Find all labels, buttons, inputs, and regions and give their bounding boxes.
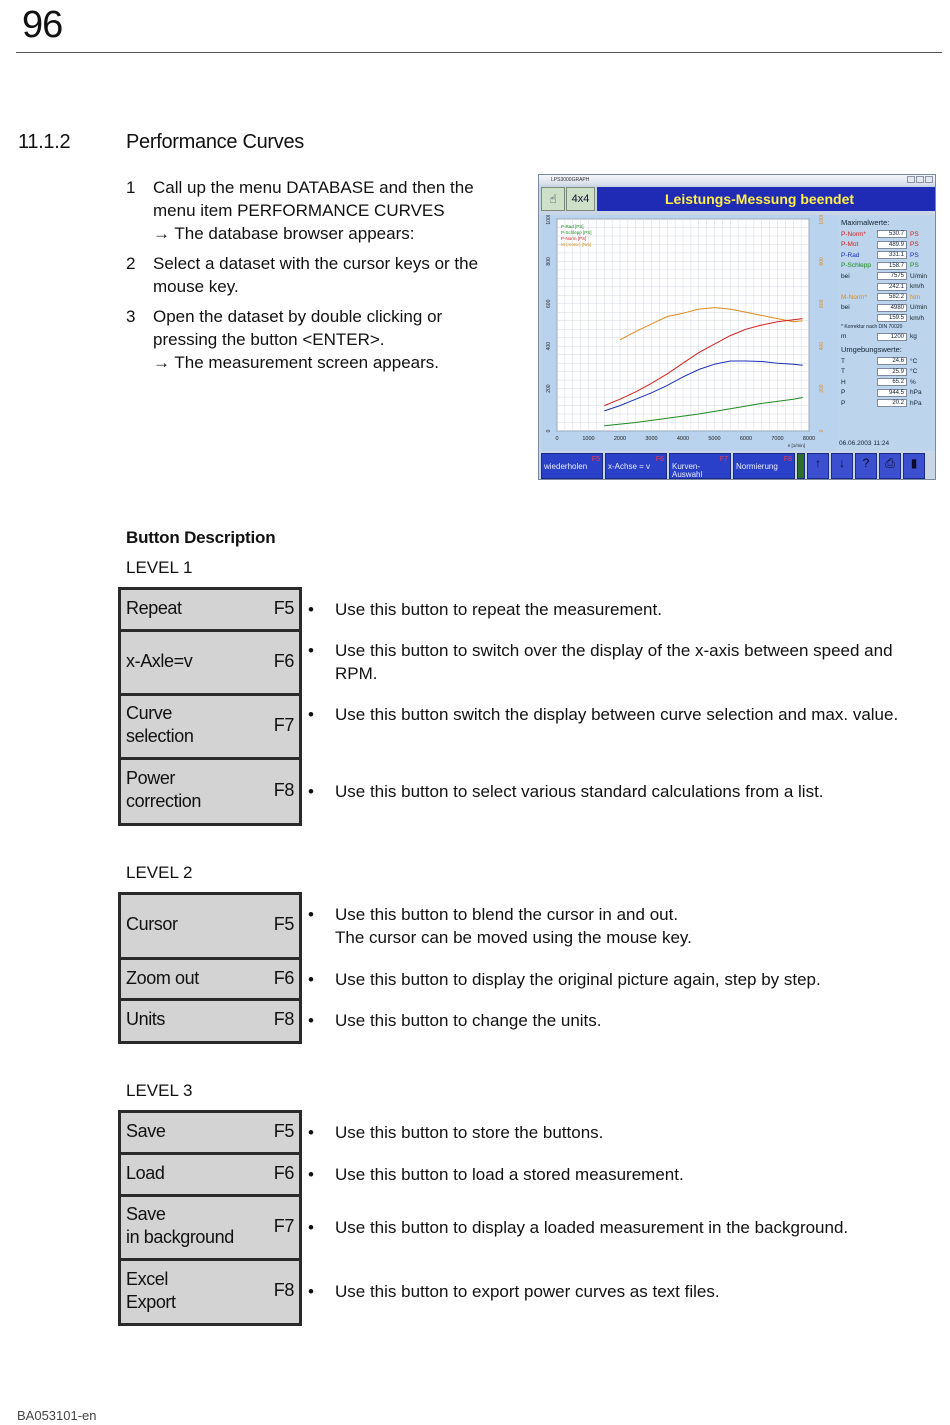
- window-controls: [907, 176, 933, 183]
- bullet: •: [308, 904, 314, 924]
- param-unit: °C: [910, 368, 918, 376]
- minimize-icon[interactable]: [907, 176, 915, 183]
- close-icon[interactable]: [925, 176, 933, 183]
- hand-icon[interactable]: ☝: [541, 187, 565, 211]
- key-fn: F7: [273, 714, 294, 735]
- description-text: Use this button to display a loaded measurement in the background.: [335, 1217, 849, 1237]
- key-description: [306, 1280, 936, 1303]
- key-name: Export: [126, 1291, 176, 1312]
- description-text: Use this button to repeat the measurement.: [335, 599, 662, 619]
- description-text-2: The cursor can be moved using the mouse key.: [335, 927, 692, 947]
- maximize-icon[interactable]: [916, 176, 924, 183]
- max-values-header: Maximalwerte:: [841, 218, 890, 227]
- key-description: [306, 780, 936, 803]
- button-row: [118, 629, 938, 693]
- function-key-f6: [118, 957, 302, 1002]
- button-row: [118, 1152, 938, 1194]
- bullet: •: [308, 1011, 314, 1030]
- env-value-row: [837, 377, 935, 388]
- bullet: •: [308, 641, 314, 660]
- bullet: •: [308, 1122, 314, 1142]
- description-text: Use this button to switch over the display of the x-axis between speed and RPM.: [335, 641, 893, 683]
- key-fn: F7: [273, 1215, 294, 1236]
- legend-entry: M (motor) [Nm]: [561, 242, 592, 247]
- x-tick-label: 6000: [739, 436, 753, 442]
- step-line: → The database browser appears:: [153, 224, 415, 243]
- param-unit: hPa: [910, 389, 922, 397]
- param-unit: km/h: [910, 283, 925, 291]
- key-fn: F5: [273, 597, 294, 618]
- param-label: m: [841, 333, 847, 341]
- step-line: mouse key.: [153, 277, 239, 296]
- button-description-title: Button Description: [126, 528, 276, 547]
- right-tick-label: 400: [819, 342, 825, 351]
- bullet: •: [308, 969, 314, 989]
- step-line: Select a dataset with the cursor keys or the: [153, 254, 479, 273]
- key-description: [306, 639, 936, 685]
- description-text: Use this button to display the original picture again, step by step.: [335, 969, 821, 989]
- steps-list: [126, 176, 526, 381]
- key-fn: F8: [273, 1280, 294, 1300]
- key-name: in background: [126, 1227, 234, 1247]
- y-tick-label: 200: [546, 384, 552, 393]
- param-label: H: [841, 378, 846, 386]
- max-value-row: [837, 240, 935, 251]
- key-name: Power: [126, 768, 176, 788]
- key-description: [306, 1121, 936, 1144]
- fkey-label: Kurven- Auswahl: [672, 462, 703, 479]
- key-fn: F5: [273, 1120, 294, 1141]
- button-row: [118, 1258, 938, 1323]
- param-value: 24.6: [877, 357, 907, 365]
- max-values-panel: [837, 215, 935, 451]
- fkey-f7-button[interactable]: [669, 453, 731, 479]
- button-row: [118, 587, 938, 629]
- header-rule: [16, 52, 942, 53]
- step-line: → The measurement screen appears.: [153, 353, 439, 372]
- key-name: Curve: [126, 703, 173, 723]
- x-tick-label: 2000: [613, 436, 627, 442]
- param-label: M-Norm*: [841, 293, 867, 301]
- env-value-row: [837, 367, 935, 378]
- status-led: [797, 453, 805, 479]
- key-name: Zoom out: [126, 967, 199, 988]
- description-text: Use this button switch the display between curve selection and max. value.: [335, 705, 899, 724]
- window-title: LPS3000GRAPH: [551, 177, 590, 183]
- param-label: P-Schlepp: [841, 262, 871, 270]
- key-description: [306, 903, 936, 949]
- param-value: 582.2: [877, 293, 907, 301]
- param-value: 242.1: [877, 283, 907, 291]
- exit-icon[interactable]: ▮: [903, 453, 925, 479]
- section-title: Performance Curves: [126, 131, 304, 153]
- step-line: Call up the menu DATABASE and then the: [153, 178, 474, 197]
- performance-chart: [541, 215, 837, 451]
- param-unit: PS: [910, 251, 919, 259]
- key-description: [306, 1009, 936, 1032]
- button-row: [118, 1110, 938, 1152]
- legend-entry: P-Schlepp [PS]: [561, 230, 592, 235]
- step-line: pressing the button <ENTER>.: [153, 330, 385, 349]
- status-banner: Leistungs-Messung beendet: [597, 187, 935, 211]
- section-number: 11.1.2: [18, 131, 71, 153]
- param-unit: hPa: [910, 399, 922, 407]
- y-tick-label: 600: [546, 299, 552, 308]
- param-unit: Nm: [910, 293, 921, 301]
- step-text: [153, 176, 474, 245]
- bullet: •: [308, 599, 314, 619]
- fkey-label: wiederholen: [544, 462, 588, 471]
- performance-chart-svg: [541, 215, 837, 451]
- x-tick-label: 8000: [802, 436, 816, 442]
- fkey-f5-button[interactable]: [541, 453, 603, 479]
- page-number: 96: [22, 4, 63, 46]
- document-code: BA053101-en: [17, 1408, 97, 1423]
- step-text: [153, 252, 478, 298]
- param-value: 7575: [877, 272, 907, 280]
- fkey-number: F6: [655, 456, 664, 463]
- help-icon[interactable]: ?: [855, 453, 877, 479]
- max-value-row: [837, 303, 935, 314]
- max-value-row: [837, 282, 935, 293]
- key-description: [306, 968, 936, 991]
- param-unit: PS: [910, 230, 919, 238]
- param-label: P-Mot: [841, 241, 859, 249]
- fkey-f8-button[interactable]: [733, 453, 795, 479]
- fkey-number: F5: [591, 456, 600, 463]
- param-unit: PS: [910, 241, 919, 249]
- legend-entry: P-Rad [PS]: [561, 224, 584, 229]
- param-unit: km/h: [910, 314, 925, 322]
- env-value-row: [837, 388, 935, 399]
- max-value-row: [837, 250, 935, 261]
- function-key-f5: [118, 1110, 302, 1155]
- y-tick-label: 800: [546, 257, 552, 266]
- param-label: T: [841, 368, 845, 376]
- param-label: P-Rad: [841, 251, 860, 259]
- env-value-row: [837, 398, 935, 409]
- max-value-row: [837, 229, 935, 240]
- param-unit: %: [910, 378, 916, 386]
- right-tick-label: 200: [819, 384, 825, 393]
- param-value: 20.2: [877, 399, 907, 407]
- bullet: •: [308, 1217, 314, 1237]
- max-value-row: [837, 271, 935, 282]
- param-label: T: [841, 357, 845, 365]
- key-fn: F5: [273, 914, 294, 934]
- button-row: [118, 892, 938, 957]
- button-row: [118, 998, 938, 1041]
- button-row: [118, 693, 938, 757]
- print-icon[interactable]: ⎙: [879, 453, 901, 479]
- key-fn: F8: [273, 779, 294, 800]
- x-tick-label: 5000: [708, 436, 721, 442]
- env-values-header: Umgebungswerte:: [841, 345, 902, 354]
- param-unit: U/min: [910, 304, 927, 312]
- function-key-f7: [118, 1194, 302, 1261]
- bullet: •: [308, 1164, 314, 1184]
- max-value-row: [837, 292, 935, 303]
- key-name: Repeat: [126, 597, 182, 618]
- arrow-down-icon[interactable]: ↓: [831, 453, 853, 479]
- param-value: 158.7: [877, 262, 907, 270]
- key-name: Units: [126, 1009, 166, 1029]
- key-description: [306, 703, 936, 726]
- step-item: [126, 176, 526, 245]
- step-item: [126, 305, 526, 374]
- fkey-number: F8: [783, 456, 792, 463]
- key-name: Save: [126, 1120, 166, 1141]
- key-fn: F8: [273, 1009, 294, 1029]
- fkey-f6-button[interactable]: [605, 453, 667, 479]
- step-number: 2: [126, 254, 136, 273]
- param-value: 1200: [877, 333, 907, 341]
- param-label: P-Norm*: [841, 230, 866, 238]
- function-key-f8: [118, 1258, 302, 1326]
- function-key-f7: [118, 693, 302, 760]
- key-fn: F6: [273, 967, 294, 988]
- fkey-label: x-Achse = v: [608, 462, 651, 471]
- key-description: [306, 1163, 936, 1186]
- right-tick-label: 600: [819, 299, 825, 308]
- key-description: [306, 1216, 936, 1239]
- env-value-row: [837, 356, 935, 367]
- step-text: [153, 305, 442, 374]
- mass-row: [837, 332, 935, 343]
- x-tick-label: 0: [555, 436, 559, 442]
- description-text: Use this button to store the buttons.: [335, 1122, 604, 1142]
- bullet: •: [308, 1282, 314, 1301]
- legend-entry: P-Norm [PS]: [561, 236, 587, 241]
- level-title: LEVEL 2: [126, 863, 193, 882]
- step-line: Open the dataset by double clicking or: [153, 307, 443, 326]
- key-name: Load: [126, 1162, 165, 1183]
- key-fn: F6: [273, 650, 294, 671]
- x-tick-label: 7000: [771, 436, 784, 442]
- key-name: Cursor: [126, 914, 178, 934]
- param-value: 65.2: [877, 378, 907, 386]
- max-value-row: [837, 261, 935, 272]
- function-key-f8: [118, 998, 302, 1044]
- right-tick-label: 800: [819, 257, 825, 266]
- param-value: 159.5: [877, 314, 907, 322]
- step-item: [126, 252, 526, 298]
- x-tick-label: 1000: [582, 436, 595, 442]
- bullet: •: [308, 705, 314, 724]
- key-fn: F6: [273, 1162, 294, 1183]
- y-tick-label: 400: [546, 342, 552, 351]
- key-description: [306, 598, 936, 621]
- step-number: 1: [126, 178, 136, 197]
- key-name: Excel: [126, 1268, 169, 1289]
- bullet: •: [308, 781, 314, 801]
- x-tick-label: 3000: [645, 436, 658, 442]
- param-unit: °C: [910, 357, 918, 365]
- param-value: 331.1: [877, 251, 907, 259]
- param-value: 489.9: [877, 241, 907, 249]
- param-value: 530.7: [877, 230, 907, 238]
- function-key-f5: [118, 892, 302, 960]
- param-label: bei: [841, 304, 850, 312]
- window-titlebar: [539, 175, 935, 185]
- description-text: Use this button to load a stored measurement.: [335, 1164, 684, 1184]
- fkey-label: Normierung: [736, 462, 778, 471]
- button-row: [118, 1194, 938, 1258]
- key-name: correction: [126, 791, 202, 811]
- function-key-f8: [118, 757, 302, 826]
- mode-4x4-button[interactable]: 4x4: [566, 187, 595, 211]
- step-number: 3: [126, 307, 136, 326]
- fkey-number: F7: [719, 456, 728, 463]
- measurement-screenshot: [538, 174, 936, 480]
- key-name: x-Axle=v: [126, 650, 193, 671]
- description-text: Use this button to select various standard calculations from a list.: [335, 781, 824, 801]
- level-title: LEVEL 3: [126, 1081, 193, 1100]
- function-key-f5: [118, 587, 302, 632]
- param-label: P: [841, 399, 846, 407]
- max-value-row: [837, 313, 935, 324]
- function-key-bar: [541, 453, 935, 479]
- right-tick-label: 0: [819, 429, 825, 433]
- step-line: menu item PERFORMANCE CURVES: [153, 201, 445, 220]
- x-unit-label: n [1/min]: [787, 443, 805, 448]
- param-unit: U/min: [910, 272, 927, 280]
- function-key-f6: [118, 629, 302, 696]
- x-tick-label: 4000: [676, 436, 690, 442]
- description-text: Use this button to export power curves as text files.: [335, 1282, 720, 1301]
- description-text: Use this button to change the units.: [335, 1011, 602, 1030]
- param-label: bei: [841, 272, 850, 280]
- param-unit: kg: [910, 333, 917, 341]
- y-tick-label: 0: [546, 429, 552, 433]
- norm-note: * Korrektur nach DIN 70020: [841, 323, 903, 330]
- param-label: P: [841, 389, 846, 397]
- y-tick-label: 1000: [546, 215, 552, 225]
- param-unit: PS: [910, 262, 919, 270]
- param-value: 25.9: [877, 368, 907, 376]
- arrow-up-icon[interactable]: ↑: [807, 453, 829, 479]
- key-name: selection: [126, 726, 194, 746]
- level-title: LEVEL 1: [126, 558, 193, 577]
- function-key-f6: [118, 1152, 302, 1197]
- description-text: Use this button to blend the cursor in and out.: [335, 904, 679, 924]
- right-tick-label: 1000: [819, 215, 825, 225]
- param-value: 944.5: [877, 389, 907, 397]
- key-name: Save: [126, 1204, 166, 1224]
- param-value: 4980: [877, 304, 907, 312]
- button-row: [118, 757, 938, 823]
- measurement-datetime: 06.06.2003 11:24: [839, 440, 890, 447]
- button-row: [118, 957, 938, 999]
